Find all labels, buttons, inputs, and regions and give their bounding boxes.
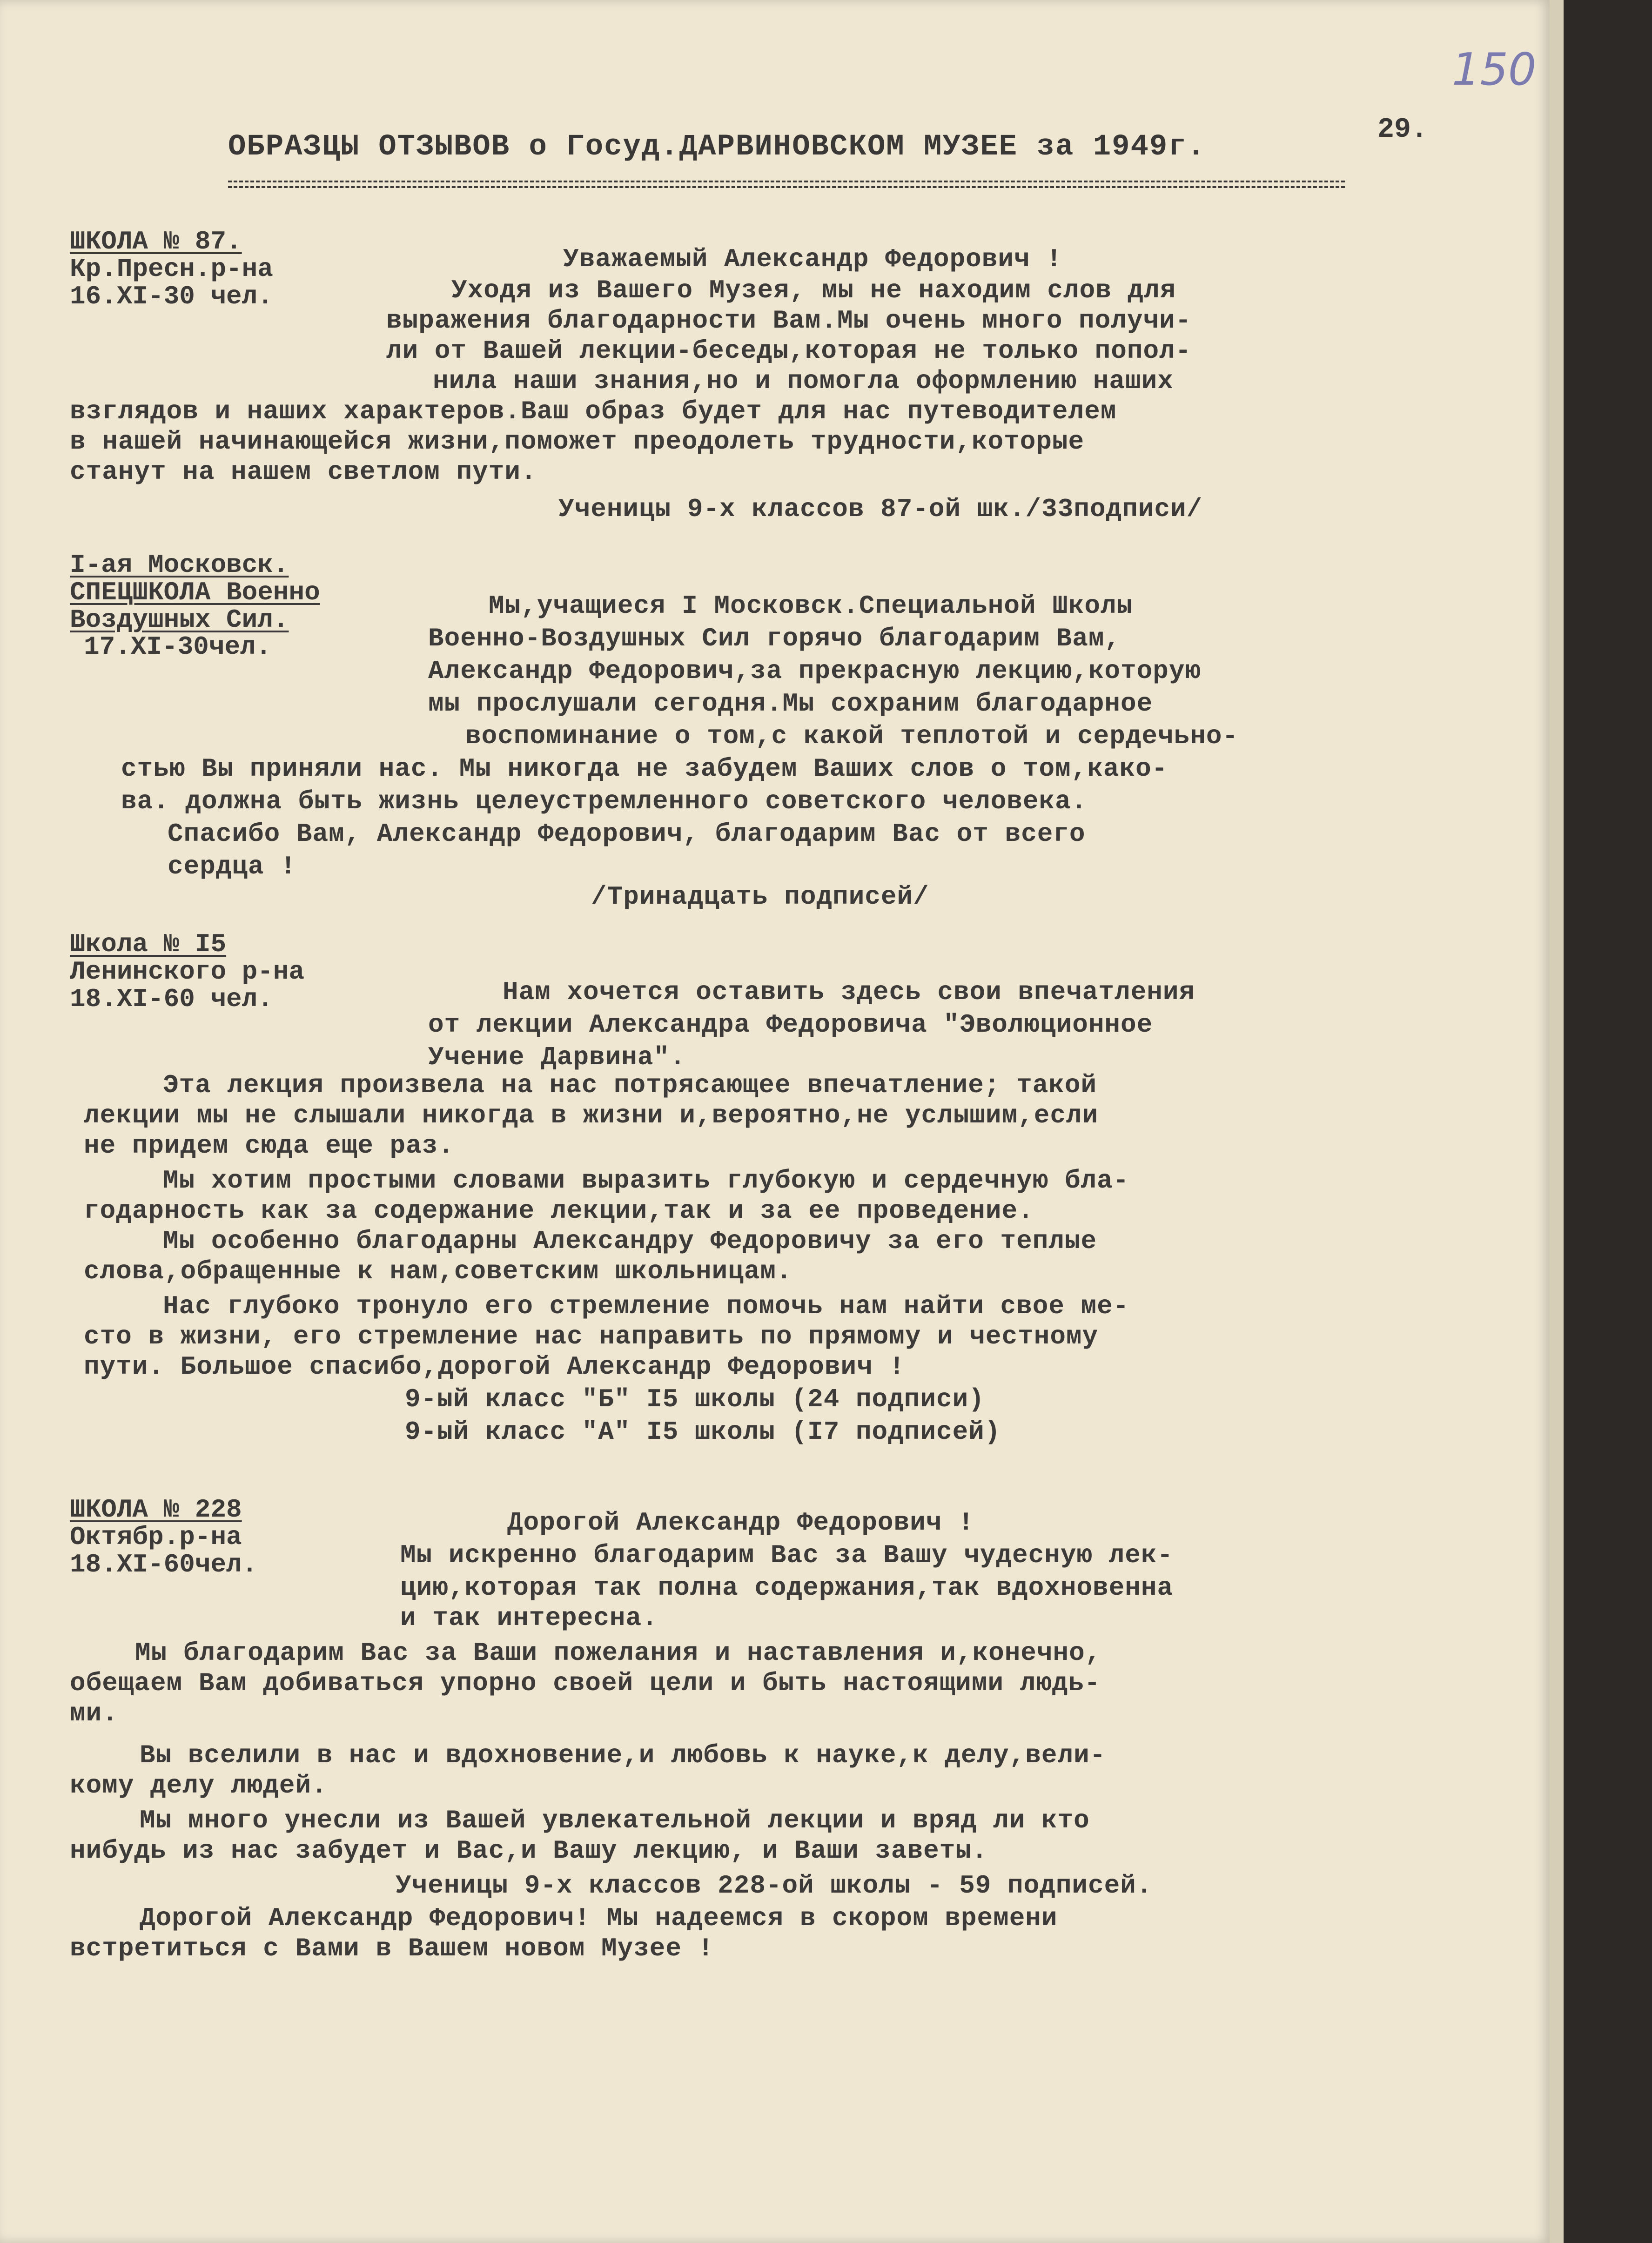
visit-date: 17.XI-30чел.: [84, 632, 272, 662]
school-label-15: [70, 931, 304, 1013]
letter-line: Военно-Воздушных Сил горячо благодарим Вам,: [428, 624, 1121, 653]
letter-signature: 9-ый класс "А" I5 школы (I7 подписей): [405, 1417, 1001, 1447]
letter-line: Мы искренно благодарим Вас за Вашу чудесную лек-: [400, 1540, 1174, 1570]
title-underline-second: [228, 186, 1345, 188]
letter-line: ва. должна быть жизнь целеустремленного советского человека.: [121, 786, 1088, 816]
letter-line: ли от Вашей лекции-беседы,которая не только попол-: [386, 336, 1192, 366]
letter-line: Дорогой Александр Федорович !: [507, 1508, 974, 1538]
letter-line: стью Вы приняли нас. Мы никогда не забудем Ваших слов о том,како-: [121, 754, 1168, 784]
letter-line: нила наши знания,но и помогла оформлению наших: [433, 366, 1174, 396]
school-name: I-ая Московск.: [70, 550, 289, 580]
letter-line: и так интересна.: [400, 1603, 658, 1633]
letter-line: Уважаемый Александр Федорович !: [563, 244, 1062, 274]
letter-line: нибудь из нас забудет и Вас,и Вашу лекцию, и Ваши заветы.: [70, 1836, 988, 1866]
visit-date: 18.XI-60 чел.: [70, 984, 273, 1014]
letter-line: Нам хочется оставить здесь свои впечатления: [503, 977, 1195, 1007]
letter-line: Мы хотим простыми словами выразить глубокую и сердечную бла-: [163, 1166, 1129, 1195]
letter-line: сердца !: [168, 852, 296, 881]
letter-line: Александр Федорович,за прекрасную лекцию,которую: [428, 656, 1202, 686]
archive-stamp-number: 150: [1452, 44, 1537, 95]
school-name: ШКОЛА № 87.: [70, 227, 242, 256]
letter-line: кому делу людей.: [70, 1771, 328, 1800]
letter-line: от лекции Александра Федоровича "Эволюционное: [428, 1010, 1153, 1040]
letter-line: в нашей начинающейся жизни,поможет преодолеть трудности,которые: [70, 427, 1085, 457]
letter-line: Мы особенно благодарны Александру Федоровичу за его теплые: [163, 1226, 1097, 1256]
visit-date: 18.XI-60чел.: [70, 1549, 258, 1579]
letter-line: Нас глубоко тронуло его стремление помочь нам найти свое ме-: [163, 1291, 1129, 1321]
letter-line: обещаем Вам добиваться упорно своей цели и быть настоящими людь-: [70, 1668, 1101, 1698]
letter-line: Спасибо Вам, Александр Федорович, благодарим Вас от всего: [168, 819, 1086, 849]
letter-line: слова,обращенные к нам,советским школьницам.: [84, 1256, 792, 1286]
page-edge: [1550, 0, 1564, 2243]
letter-signature: /Тринадцать подписей/: [591, 882, 929, 912]
letter-line: ми.: [70, 1699, 118, 1728]
letter-line: встретиться с Вами в Вашем новом Музее !: [70, 1934, 714, 1963]
letter-line: лекции мы не слышали никогда в жизни и,вероятно,не услышим,если: [84, 1101, 1099, 1130]
letter-line: станут на нашем светлом пути.: [70, 457, 537, 487]
letter-line: Эта лекция произвела на нас потрясающее впечатление; такой: [163, 1070, 1097, 1100]
school-label-special-air-force: [70, 551, 320, 661]
letter-line: мы прослушали сегодня.Мы сохраним благодарное: [428, 689, 1153, 719]
school-district: Октябр.р-на: [70, 1522, 242, 1552]
school-district: Ленинского р-на: [70, 956, 305, 987]
letter-line: Учение Дарвина".: [428, 1042, 686, 1072]
letter-line: пути. Большое спасибо,дорогой Александр Федорович !: [84, 1352, 905, 1382]
letter-line: воспоминание о том,с какой теплотой и сердечьно-: [465, 721, 1239, 751]
letter-line: Вы вселили в нас и вдохновение,и любовь к науке,к делу,вели-: [140, 1740, 1106, 1770]
letter-line: Мы много унесли из Вашей увлекательной лекции и вряд ли кто: [140, 1806, 1090, 1835]
school-name-line2: СПЕЦШКОЛА Военно: [70, 577, 320, 607]
letter-signature: Ученицы 9-х классов 228-ой школы - 59 подписей.: [396, 1871, 1153, 1901]
letter-line: цию,которая так полна содержания,так вдохновенна: [400, 1573, 1174, 1603]
letter-line: выражения благодарности Вам.Мы очень много получи-: [386, 306, 1192, 336]
visit-date: 16.XI-30 чел.: [70, 281, 273, 311]
letter-line: не придем сюда еще раз.: [84, 1131, 454, 1161]
document-title: ОБРАЗЦЫ ОТЗЫВОВ о Госуд.ДАРВИНОВСКОМ МУЗЕЕ за 1949г.: [228, 130, 1206, 164]
letter-line: Мы благодарим Вас за Ваши пожелания и наставления и,конечно,: [135, 1638, 1101, 1668]
letter-line: Уходя из Вашего Музея, мы не находим слов для: [451, 275, 1176, 305]
school-name: Школа № I5: [70, 929, 227, 959]
school-district: Кр.Пресн.р-на: [70, 254, 273, 284]
school-label-228: [70, 1496, 257, 1578]
letter-line: Мы,учащиеся I Московск.Специальной Школы: [489, 591, 1133, 621]
letter-line: годарность как за содержание лекции,так и за ее проведение.: [84, 1196, 1034, 1226]
letter-signature: 9-ый класс "Б" I5 школы (24 подписи): [405, 1384, 985, 1414]
title-underline: [228, 181, 1345, 182]
letter-line: сто в жизни, его стремление нас направить по прямому и честному: [84, 1322, 1099, 1351]
letter-signature: Ученицы 9-х классов 87-ой шк./33подписи/: [558, 494, 1203, 524]
school-label-87: [70, 228, 273, 310]
school-name-line3: Воздушных Сил.: [70, 604, 289, 635]
letter-line: взглядов и наших характеров.Ваш образ будет для нас путеводителем: [70, 396, 1117, 426]
school-name: ШКОЛА № 228: [70, 1495, 242, 1524]
letter-line: Дорогой Александр Федорович! Мы надеемся в скором времени: [140, 1903, 1058, 1933]
page-number: 29.: [1377, 114, 1428, 146]
